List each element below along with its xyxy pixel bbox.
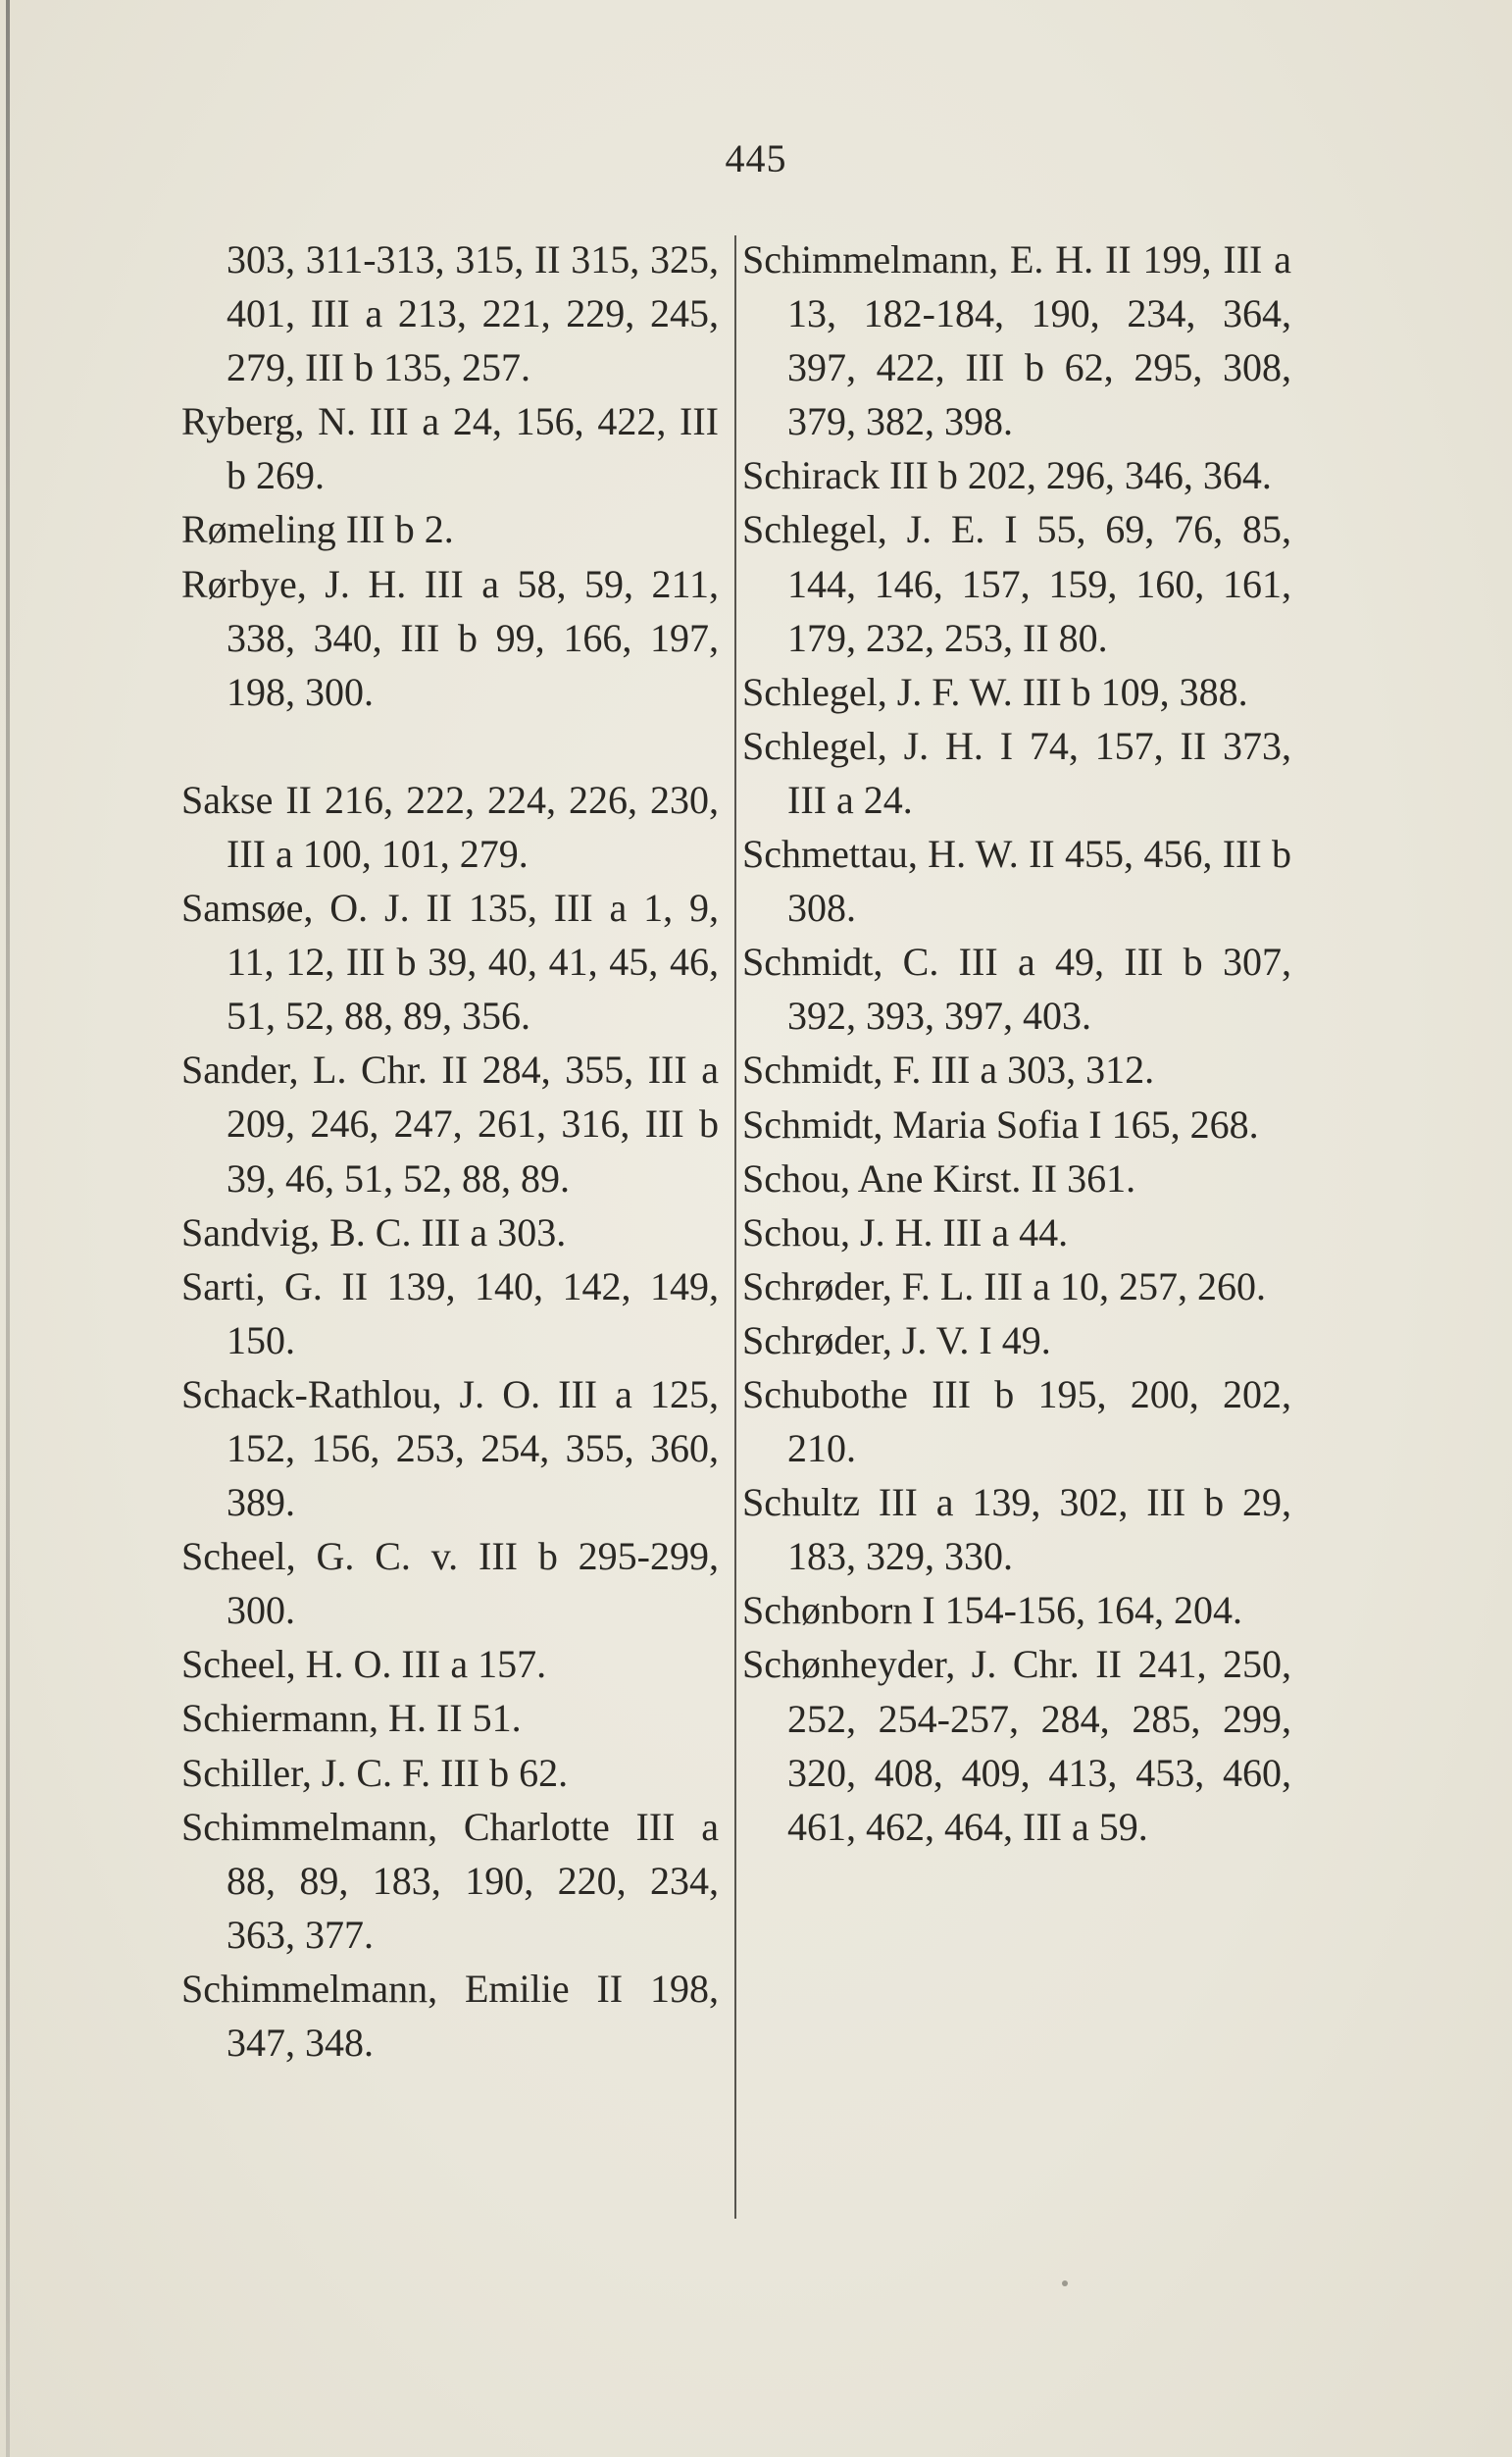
index-entry: Sarti, G. II 139, 140, 142, 149, 150. [181, 1263, 719, 1362]
index-entry: Schrøder, F. L. III a 10, 257, 260. [742, 1263, 1266, 1308]
binding-edge [6, 0, 10, 2457]
index-entry: Schimmelmann, Charlotte III a 88, 89, 183, 190, 220, 234, 363, 377. [181, 1804, 719, 1957]
index-entry: 303, 311-313, 315, II 315, 325, 401, III a 213, 221, 229, 245, 279, III b 135, 257. [227, 237, 719, 390]
index-entry: Samsøe, O. J. II 135, III a 1, 9, 11, 12, III b 39, 40, 41, 45, 46, 51, 52, 88, 89, 356. [181, 886, 719, 1039]
index-entry: Rømeling III b 2. [181, 507, 454, 552]
index-entry: Schack-Rathlou, J. O. III a 125, 152, 156, 253, 254, 355, 360, 389. [181, 1371, 719, 1525]
index-entry: Schubothe III b 195, 200, 202, 210. [742, 1371, 1291, 1471]
page-number: 445 [725, 136, 787, 180]
index-entry: Schmidt, F. III a 303, 312. [742, 1048, 1155, 1093]
index-entry: Schønheyder, J. Chr. II 241, 250, 252, 254-257, 284, 285, 299, 320, 408, 409, 413, 453, 460, 461, 462, 464, III a 59. [742, 1642, 1291, 1849]
index-entry: Schrøder, J. V. I 49. [742, 1317, 1051, 1362]
index-entry: Schou, J. H. III a 44. [742, 1209, 1069, 1254]
index-entry: Schmidt, Maria Sofia I 165, 268. [742, 1101, 1259, 1147]
index-entry: Sander, L. Chr. II 284, 355, III a 209, 246, 247, 261, 316, III b 39, 46, 51, 52, 88, 89. [181, 1048, 719, 1201]
index-entry: Schlegel, J. H. I 74, 157, II 373, III a 24. [742, 723, 1291, 822]
index-entry: Schmidt, C. III a 49, III b 307, 392, 393, 397, 403. [742, 940, 1291, 1039]
index-entry: Sakse II 216, 222, 224, 226, 230, III a 100, 101, 279. [181, 777, 719, 876]
index-column-right [742, 232, 1291, 1854]
index-entry: Schønborn I 154-156, 164, 204. [742, 1588, 1242, 1633]
index-entry: Schou, Ane Kirst. II 361. [742, 1155, 1136, 1201]
index-entry: Scheel, G. C. v. III b 295-299, 300. [181, 1534, 719, 1633]
index-entry: Schirack III b 202, 296, 346, 364. [742, 453, 1272, 498]
index-entry: Schiller, J. C. F. III b 62. [181, 1750, 569, 1795]
index-entry: Schiermann, H. II 51. [181, 1696, 522, 1741]
index-entry: Schmettau, H. W. II 455, 456, III b 308. [742, 832, 1291, 931]
index-column-left [181, 232, 719, 2070]
column-divider [734, 235, 736, 2219]
index-entry: Rørbye, J. H. III a 58, 59, 211, 338, 340, III b 99, 166, 197, 198, 300. [181, 561, 719, 714]
index-entry: Scheel, H. O. III a 157. [181, 1642, 547, 1687]
index-entry: Schlegel, J. F. W. III b 109, 388. [742, 669, 1248, 714]
index-entry: Schultz III a 139, 302, III b 29, 183, 329, 330. [742, 1480, 1291, 1579]
paper-speck [1062, 2280, 1068, 2286]
section-gap [181, 719, 719, 773]
index-entry: Sandvig, B. C. III a 303. [181, 1209, 567, 1254]
index-entry: Schimmelmann, E. H. II 199, III a 13, 182-184, 190, 234, 364, 397, 422, III b 62, 295, 308, 379, 382, 398. [742, 237, 1291, 444]
index-entry: Ryberg, N. III a 24, 156, 422, III b 269. [181, 399, 719, 498]
index-entry: Schimmelmann, Emilie II 198, 347, 348. [181, 1966, 719, 2065]
index-entry: Schlegel, J. E. I 55, 69, 76, 85, 144, 146, 157, 159, 160, 161, 179, 232, 253, II 80. [742, 507, 1291, 660]
